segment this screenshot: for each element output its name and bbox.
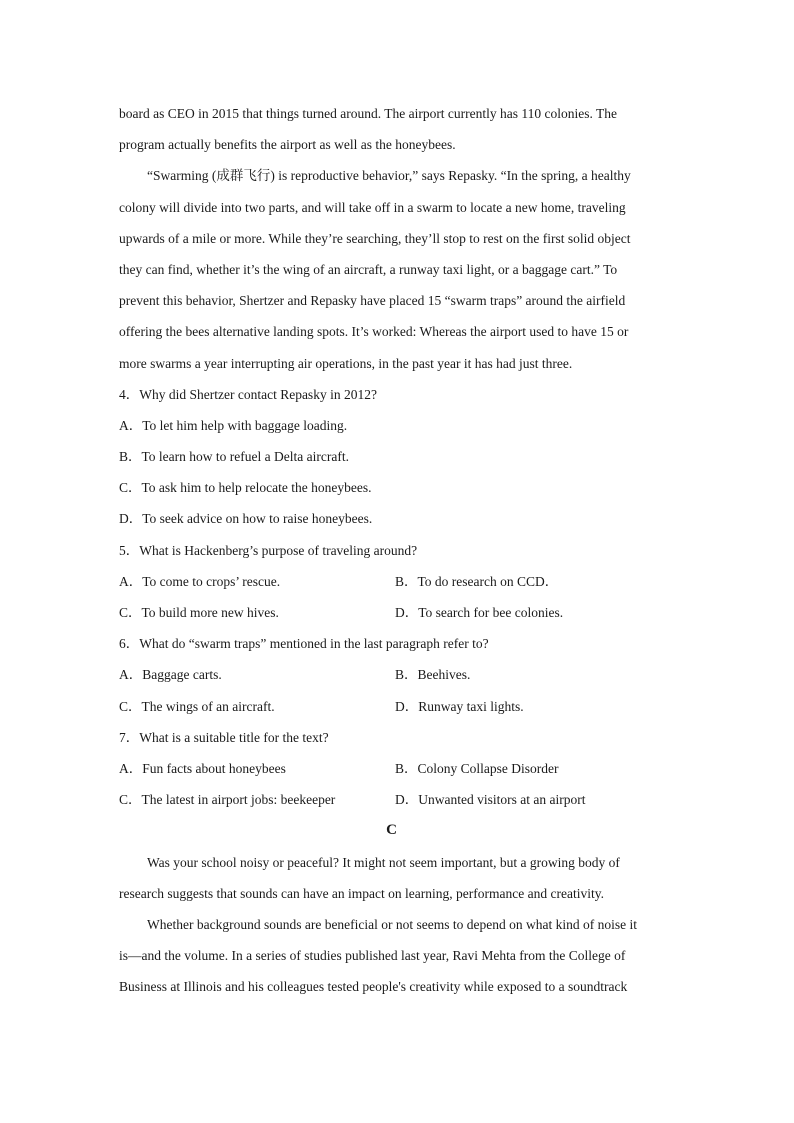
option-row	[119, 566, 664, 597]
question-stem: 5．What is Hackenberg’s purpose of traveling around?	[119, 542, 418, 558]
option-a: A．Baggage carts.	[119, 667, 222, 683]
text-line: program actually benefits the airport as well as the honeybees.	[119, 137, 456, 153]
option-a: A．To let him help with baggage loading.	[119, 417, 348, 433]
document-page	[119, 98, 664, 1002]
option-row	[119, 691, 664, 722]
option-row	[119, 784, 664, 815]
passage-c-paragraph-2	[119, 909, 664, 1003]
passage-b-ending	[119, 98, 664, 160]
section-heading: C	[386, 822, 397, 839]
option-c: C．The latest in airport jobs: beekeeper	[119, 792, 336, 808]
option-c: C．To build more new hives.	[119, 605, 279, 620]
text-line: more swarms a year interrupting air operations, in the past year it has had just three.	[119, 355, 573, 371]
option-b: B．Beehives.	[395, 667, 471, 683]
option-row	[119, 659, 664, 690]
passage-c-paragraph-1	[119, 847, 664, 909]
option-d: D．Unwanted visitors at an airport	[395, 792, 586, 808]
text-line: prevent this behavior, Shertzer and Repasky have placed 15 “swarm traps” around the airfield	[119, 293, 626, 309]
text-line: upwards of a mile or more. While they’re searching, they’ll stop to rest on the first solid object	[119, 230, 631, 246]
option-a: A．Fun facts about honeybees	[119, 760, 286, 776]
option-d: D．Runway taxi lights.	[395, 698, 524, 714]
text-line: offering the bees alternative landing spots. It’s worked: Whereas the airport used to have 15 or	[119, 324, 629, 340]
option-c: C．To ask him to help relocate the honeybees.	[119, 480, 372, 496]
option-a: A．To come to crops’ rescue.	[119, 573, 281, 589]
question-5	[119, 535, 664, 629]
text-line: colony will divide into two parts, and will take off in a swarm to locate a new home, traveling	[119, 199, 626, 215]
question-stem: 6．What do “swarm traps” mentioned in the last paragraph refer to?	[119, 636, 489, 652]
text-line: “Swarming (成群飞行) is reproductive behavior,” says Repasky. “In the spring, a healthy	[147, 168, 631, 184]
text-line: board as CEO in 2015 that things turned around. The airport currently has 110 colonies. The	[119, 106, 618, 121]
text-line: Was your school noisy or peaceful? It might not seem important, but a growing body of	[147, 854, 620, 870]
text-line: Whether background sounds are beneficial or not seems to depend on what kind of noise it	[147, 916, 637, 932]
question-7	[119, 722, 664, 816]
text-line: Business at Illinois and his colleagues tested people's creativity while exposed to a soundtrack	[119, 979, 628, 995]
text-line: research suggests that sounds can have an impact on learning, performance and creativity.	[119, 885, 604, 901]
option-b: B．To do research on CCD．	[395, 573, 559, 589]
text-line: they can find, whether it’s the wing of an aircraft, a runway taxi light, or a baggage cart.” To	[119, 261, 618, 277]
question-stem: 4．Why did Shertzer contact Repasky in 2012?	[119, 386, 377, 402]
option-row	[119, 753, 664, 784]
question-4	[119, 379, 664, 535]
text-line: is—and the volume. In a series of studies published last year, Ravi Mehta from the College of	[119, 948, 626, 964]
question-stem: 7．What is a suitable title for the text?	[119, 729, 329, 745]
option-row	[119, 597, 664, 628]
question-6	[119, 628, 664, 722]
option-d: D．To seek advice on how to raise honeybees.	[119, 511, 373, 527]
option-b: B．To learn how to refuel a Delta aircraft.	[119, 449, 349, 465]
passage-b-paragraph	[119, 160, 664, 378]
option-d: D．To search for bee colonies.	[395, 605, 564, 620]
option-c: C．The wings of an aircraft.	[119, 698, 275, 714]
option-b: B．Colony Collapse Disorder	[395, 760, 559, 776]
